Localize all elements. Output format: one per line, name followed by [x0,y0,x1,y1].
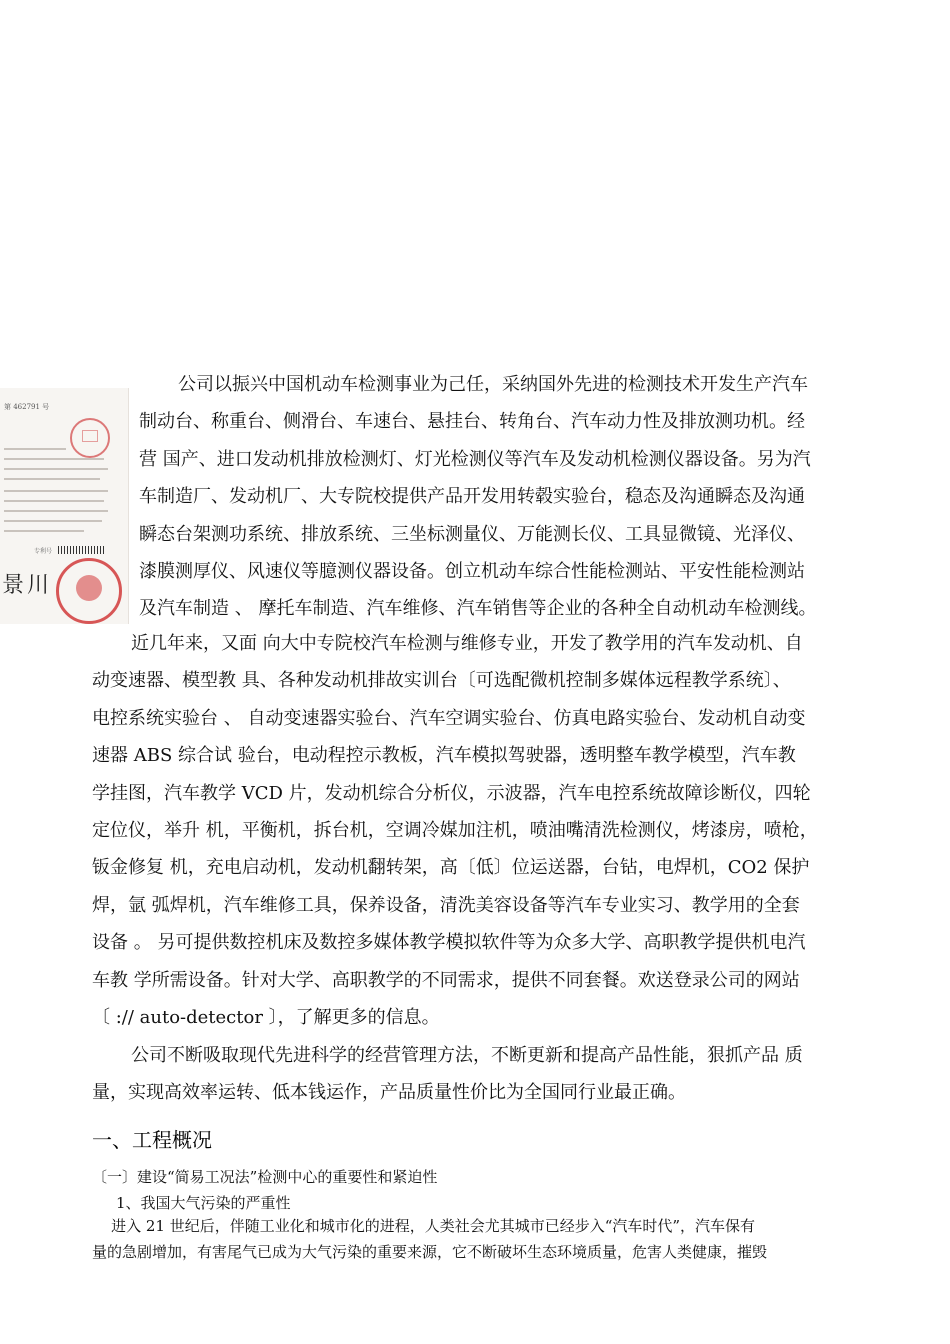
section-line: 进入 21 世纪后，伴随工业化和城市化的进程，人类社会尤其城市已经步入“汽车时代”，汽车保有 [92,1217,756,1235]
teaching-line: 电控系统实验台 、 自动变速器实验台、汽车空调实验台、仿真电路实验台、发动机自动变 [92,707,806,729]
intro-line: 及汽车制造 、 摩托车制造、汽车维修、汽车销售等企业的各种全自动机动车检测线。 [139,598,817,620]
certificate-text-line [4,490,108,492]
intro-line: 制动台、称重台、侧滑台、车速台、悬挂台、转角台、汽车动力性及排放测功机。经 [139,411,805,433]
intro-line: 瞬态台架测功系统、排放系统、三坐标测量仪、万能测长仪、工具显微镜、光泽仪、 [139,523,805,545]
intro-line: 漆膜测厚仪、风速仪等臆测仪器设备。创立机动车综合性能检测站、平安性能检测站 [139,561,805,583]
small-seal-icon [70,418,110,458]
management-paragraph [92,1037,872,1112]
subsubsection-title: 1、我国大气污染的严重性 [116,1194,291,1212]
teaching-line: 学挂图，汽车教学 VCD 片，发动机综合分析仪，示波器，汽车电控系统故障诊断仪，四轮 [92,782,811,804]
barcode-icon [58,546,106,554]
section-line: 量的急剧增加，有害尾气已成为大气污染的重要来源，它不断破坏生态环境质量，危害人类健康，摧毁 [92,1243,768,1261]
teaching-line: 近几年来，又面 向大中专院校汽车检测与维修专业，开发了教学用的汽车发动机、自 [131,633,803,654]
intro-line: 营 国产、进口发动机排放检测灯、灯光检测仪等汽车及发动机检测仪器设备。另为汽 [139,448,811,470]
teaching-line: 〔 :// auto-detector 〕，了解更多的信息。 [92,1007,440,1029]
teaching-paragraph [92,625,872,1036]
certificate-text-line [4,530,84,532]
management-line: 量，实现高效率运转、低本钱运作，产品质量性价比为全国同行业最正确。 [92,1082,686,1104]
teaching-line: 车教 学所需设备。针对大学、高职教学的不同需求，提供不同套餐。欢送登录公司的网站 [92,969,800,991]
certificate-text-line [4,458,104,460]
national-seal-icon [56,558,122,624]
certificate-text-line [4,510,108,512]
certificate-text-line [4,478,100,480]
signature: 景川 [2,573,53,598]
intro-line: 车制造厂、发动机厂、大专院校提供产品开发用转毂实验台，稳态及沟通瞬态及沟通 [139,486,805,508]
teaching-line: 设备 。 另可提供数控机床及数控多媒体教学模拟软件等为众多大学、高职教学提供机电汽 [92,932,806,954]
barcode-label: 专利号 [34,548,53,555]
certificate-text-line [4,520,102,522]
certificate-text-line [4,448,66,450]
certificate-text-line [4,468,108,470]
subsection-title: 〔一〕建设“简易工况法”检测中心的重要性和紧迫性 [92,1168,438,1186]
certificate-text-line [4,500,104,502]
teaching-line: 动变速器、模型教 具、各种发动机排故实训台〔可选配微机控制多媒体远程教学系统〕、 [92,670,791,692]
intro-line: 公司以振兴中国机动车检测事业为己任，采纳国外先进的检测技术开发生产汽车 [178,374,808,395]
section-paragraph [92,1213,872,1265]
intro-paragraph [139,366,879,628]
teaching-line: 速器 ABS 综合试 验台，电动程控示教板，汽车模拟驾驶器，透明整车教学模型，汽车教 [92,745,796,767]
teaching-line: 焊，氩 弧焊机，汽车维修工具，保养设备，清洗美容设备等汽车专业实习、教学用的全套 [92,894,800,916]
teaching-line: 定位仪，举升 机，平衡机，拆台机，空调冷媒加注机，喷油嘴清洗检测仪，烤漆房，喷枪， [92,820,818,842]
patent-certificate-image [0,388,129,624]
teaching-line: 钣金修复 机，充电启动机，发动机翻转架，高〔低〕位运送器，台钻，电焊机，CO2 保护 [92,857,810,879]
section-heading: 一、工程概况 [92,1128,212,1152]
management-line: 公司不断吸取现代先进科学的经营管理方法，不断更新和提高产品性能，狠抓产品 质 [131,1045,803,1066]
certificate-number: 第 462791 号 [4,403,50,411]
